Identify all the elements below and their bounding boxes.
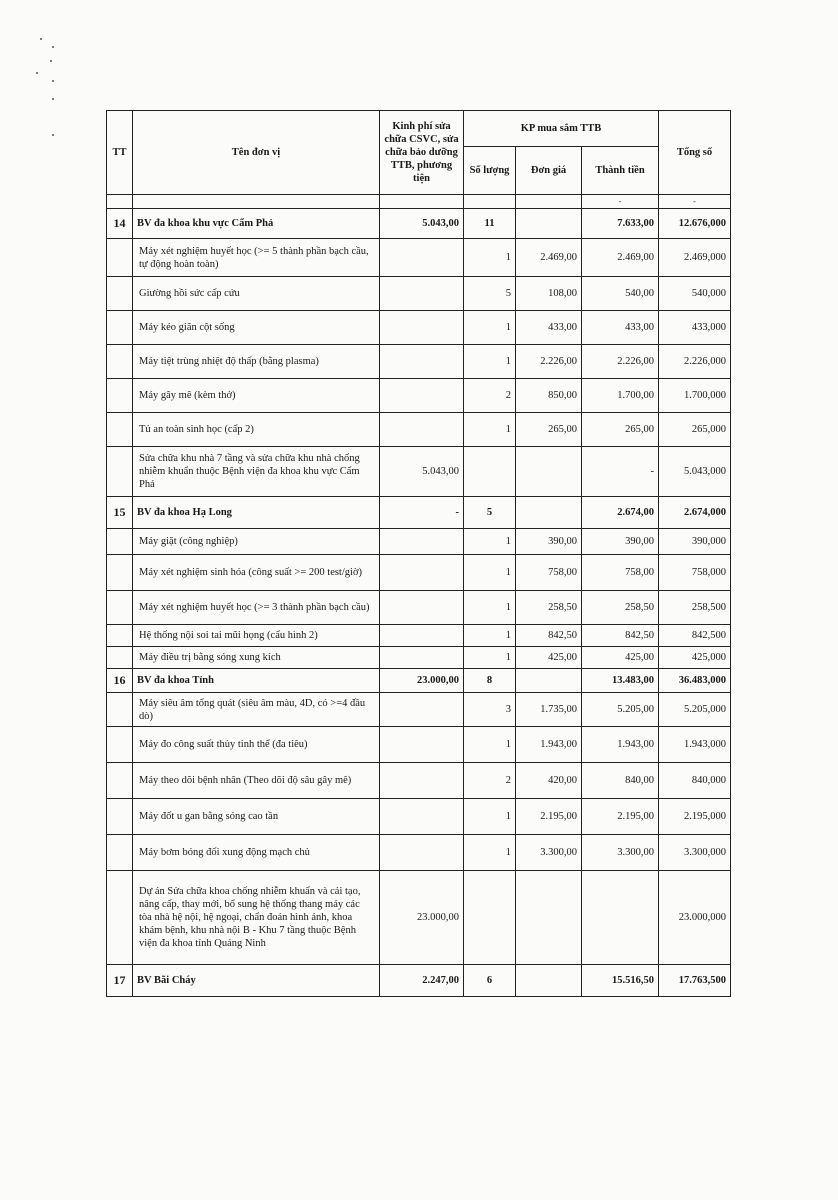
repair-cost-cell xyxy=(380,529,464,555)
amount-cell: 1.700,00 xyxy=(582,379,659,413)
unit-price-cell: 1.735,00 xyxy=(516,693,582,727)
unit-name-cell: Máy xét nghiệm huyết học (>= 5 thành phần bạch cầu, tự động hoàn toàn) xyxy=(133,239,380,277)
header-ten-don-vi: Tên đơn vị xyxy=(133,111,380,195)
total-cell: 425,000 xyxy=(659,647,731,669)
unit-price-cell xyxy=(516,447,582,497)
row-number-cell xyxy=(107,871,133,965)
quantity-cell: 1 xyxy=(464,529,516,555)
quantity-cell: 1 xyxy=(464,727,516,763)
total-cell: 258,500 xyxy=(659,591,731,625)
item-row xyxy=(107,413,731,447)
header-tong-so: Tổng số xyxy=(659,111,731,195)
unit-name-cell: Máy kéo giãn cột sống xyxy=(133,311,380,345)
row-number-cell xyxy=(107,693,133,727)
repair-cost-cell: 5.043,00 xyxy=(380,209,464,239)
budget-table xyxy=(106,110,731,997)
total-cell: 2.195,000 xyxy=(659,799,731,835)
item-row xyxy=(107,727,731,763)
row-number-cell: 14 xyxy=(107,209,133,239)
item-row xyxy=(107,693,731,727)
quantity-cell: 1 xyxy=(464,625,516,647)
scan-speck xyxy=(52,134,54,136)
repair-cost-cell xyxy=(380,277,464,311)
amount-cell: 7.633,00 xyxy=(582,209,659,239)
repair-cost-cell xyxy=(380,763,464,799)
repair-cost-cell xyxy=(380,239,464,277)
total-cell: 2.226,000 xyxy=(659,345,731,379)
row-number-cell: 15 xyxy=(107,497,133,529)
quantity-cell: 1 xyxy=(464,799,516,835)
repair-cost-cell: - xyxy=(380,497,464,529)
unit-name-cell: Máy đốt u gan bằng sóng cao tần xyxy=(133,799,380,835)
amount-cell: 2.674,00 xyxy=(582,497,659,529)
row-number-cell xyxy=(107,835,133,871)
quantity-cell: 5 xyxy=(464,497,516,529)
amount-cell: 390,00 xyxy=(582,529,659,555)
unit-name-cell: Giường hồi sức cấp cứu xyxy=(133,277,380,311)
repair-cost-cell xyxy=(380,413,464,447)
row-number-cell xyxy=(107,413,133,447)
unit-price-cell: 433,00 xyxy=(516,311,582,345)
unit-row xyxy=(107,497,731,529)
row-number-cell xyxy=(107,763,133,799)
quantity-cell: 1 xyxy=(464,555,516,591)
total-cell: 5.043,000 xyxy=(659,447,731,497)
amount-cell: 2.469,00 xyxy=(582,239,659,277)
quantity-cell: 1 xyxy=(464,239,516,277)
repair-cost-cell: 2.247,00 xyxy=(380,965,464,997)
quantity-cell: 1 xyxy=(464,647,516,669)
item-row xyxy=(107,591,731,625)
total-cell: 1.700,000 xyxy=(659,379,731,413)
amount-cell: 1.943,00 xyxy=(582,727,659,763)
item-row xyxy=(107,555,731,591)
repair-cost-cell xyxy=(380,693,464,727)
item-row xyxy=(107,835,731,871)
amount-cell: 5.205,00 xyxy=(582,693,659,727)
unit-price-cell xyxy=(516,497,582,529)
scan-speck xyxy=(50,60,52,62)
unit-name-cell: Tủ an toàn sinh học (cấp 2) xyxy=(133,413,380,447)
table-body xyxy=(107,209,731,997)
row-number-cell xyxy=(107,311,133,345)
quantity-cell: 6 xyxy=(464,965,516,997)
total-cell: 1.943,000 xyxy=(659,727,731,763)
total-cell: 36.483,000 xyxy=(659,669,731,693)
amount-cell: 840,00 xyxy=(582,763,659,799)
quantity-cell: 2 xyxy=(464,379,516,413)
scan-speck xyxy=(40,38,42,40)
unit-price-cell: 3.300,00 xyxy=(516,835,582,871)
item-row xyxy=(107,311,731,345)
unit-name-cell: BV đa khoa Tỉnh xyxy=(133,669,380,693)
quantity-cell: 11 xyxy=(464,209,516,239)
quantity-cell: 1 xyxy=(464,345,516,379)
unit-price-cell: 420,00 xyxy=(516,763,582,799)
row-number-cell xyxy=(107,345,133,379)
quantity-cell: 1 xyxy=(464,835,516,871)
unit-price-cell xyxy=(516,669,582,693)
row-number-cell xyxy=(107,625,133,647)
total-cell: 842,500 xyxy=(659,625,731,647)
unit-name-cell: Máy theo dõi bệnh nhân (Theo dõi độ sâu gây mê) xyxy=(133,763,380,799)
item-row xyxy=(107,871,731,965)
repair-cost-cell xyxy=(380,625,464,647)
header-so-luong: Số lượng xyxy=(464,147,516,195)
quantity-cell: 8 xyxy=(464,669,516,693)
row-number-cell xyxy=(107,277,133,311)
unit-price-cell: 758,00 xyxy=(516,555,582,591)
quantity-cell: 1 xyxy=(464,413,516,447)
amount-cell: 13.483,00 xyxy=(582,669,659,693)
header-don-gia: Đơn giá xyxy=(516,147,582,195)
unit-name-cell: BV đa khoa khu vực Cẩm Phả xyxy=(133,209,380,239)
item-row xyxy=(107,799,731,835)
amount-cell: 425,00 xyxy=(582,647,659,669)
row-number-cell xyxy=(107,647,133,669)
unit-name-cell: Máy bơm bóng đối xung động mạch chủ xyxy=(133,835,380,871)
scan-speck xyxy=(36,72,38,74)
total-cell: 2.469,000 xyxy=(659,239,731,277)
row-number-cell: 16 xyxy=(107,669,133,693)
item-row xyxy=(107,447,731,497)
row-number-cell xyxy=(107,799,133,835)
unit-name-cell: BV đa khoa Hạ Long xyxy=(133,497,380,529)
item-row xyxy=(107,647,731,669)
item-row xyxy=(107,763,731,799)
total-cell: 2.674,000 xyxy=(659,497,731,529)
repair-cost-cell xyxy=(380,555,464,591)
spacer-dash: - xyxy=(659,195,731,209)
total-cell: 23.000,000 xyxy=(659,871,731,965)
quantity-cell xyxy=(464,871,516,965)
quantity-cell: 1 xyxy=(464,311,516,345)
unit-name-cell: Máy xét nghiệm huyết học (>= 3 thành phần bạch cầu) xyxy=(133,591,380,625)
unit-price-cell xyxy=(516,965,582,997)
total-cell: 758,000 xyxy=(659,555,731,591)
amount-cell: 2.195,00 xyxy=(582,799,659,835)
unit-price-cell: 2.226,00 xyxy=(516,345,582,379)
item-row xyxy=(107,239,731,277)
scan-speck xyxy=(52,46,54,48)
row-number-cell xyxy=(107,379,133,413)
unit-price-cell: 265,00 xyxy=(516,413,582,447)
total-cell: 12.676,000 xyxy=(659,209,731,239)
repair-cost-cell xyxy=(380,727,464,763)
item-row xyxy=(107,529,731,555)
total-cell: 433,000 xyxy=(659,311,731,345)
repair-cost-cell xyxy=(380,345,464,379)
unit-price-cell: 2.469,00 xyxy=(516,239,582,277)
unit-price-cell: 2.195,00 xyxy=(516,799,582,835)
repair-cost-cell xyxy=(380,591,464,625)
item-row xyxy=(107,277,731,311)
amount-cell: 758,00 xyxy=(582,555,659,591)
item-row xyxy=(107,379,731,413)
unit-name-cell: Hệ thống nội soi tai mũi họng (cấu hình 2) xyxy=(133,625,380,647)
quantity-cell: 3 xyxy=(464,693,516,727)
amount-cell: 15.516,50 xyxy=(582,965,659,997)
header-tt: TT xyxy=(107,111,133,195)
amount-cell: - xyxy=(582,447,659,497)
amount-cell: 433,00 xyxy=(582,311,659,345)
unit-name-cell: Máy giặt (công nghiệp) xyxy=(133,529,380,555)
amount-cell: 2.226,00 xyxy=(582,345,659,379)
unit-row xyxy=(107,965,731,997)
unit-name-cell: Máy đo công suất thủy tinh thể (đa tiêu) xyxy=(133,727,380,763)
quantity-cell: 5 xyxy=(464,277,516,311)
row-number-cell xyxy=(107,727,133,763)
total-cell: 3.300,000 xyxy=(659,835,731,871)
item-row xyxy=(107,345,731,379)
row-number-cell xyxy=(107,239,133,277)
row-number-cell: 17 xyxy=(107,965,133,997)
amount-cell: 842,50 xyxy=(582,625,659,647)
repair-cost-cell: 23.000,00 xyxy=(380,871,464,965)
unit-name-cell: Sửa chữa khu nhà 7 tầng và sửa chữa khu nhà chống nhiễm khuẩn thuộc Bệnh viện đa khoa khu vực Cẩm Phả xyxy=(133,447,380,497)
unit-price-cell: 1.943,00 xyxy=(516,727,582,763)
row-number-cell xyxy=(107,529,133,555)
unit-price-cell: 108,00 xyxy=(516,277,582,311)
amount-cell: 258,50 xyxy=(582,591,659,625)
unit-row xyxy=(107,669,731,693)
total-cell: 540,000 xyxy=(659,277,731,311)
repair-cost-cell xyxy=(380,647,464,669)
amount-cell xyxy=(582,871,659,965)
quantity-cell: 2 xyxy=(464,763,516,799)
row-number-cell xyxy=(107,447,133,497)
row-number-cell xyxy=(107,591,133,625)
header-kinh-phi: Kinh phí sửa chữa CSVC, sửa chữa bảo dưỡng TTB, phương tiện xyxy=(380,111,464,195)
total-cell: 17.763,500 xyxy=(659,965,731,997)
repair-cost-cell xyxy=(380,311,464,345)
repair-cost-cell xyxy=(380,799,464,835)
unit-name-cell: Máy tiệt trùng nhiệt độ thấp (bằng plasma) xyxy=(133,345,380,379)
quantity-cell xyxy=(464,447,516,497)
unit-name-cell: Máy điều trị bằng sóng xung kích xyxy=(133,647,380,669)
total-cell: 840,000 xyxy=(659,763,731,799)
item-row xyxy=(107,625,731,647)
unit-price-cell: 850,00 xyxy=(516,379,582,413)
total-cell: 390,000 xyxy=(659,529,731,555)
unit-price-cell: 390,00 xyxy=(516,529,582,555)
unit-price-cell: 842,50 xyxy=(516,625,582,647)
unit-price-cell xyxy=(516,871,582,965)
amount-cell: 265,00 xyxy=(582,413,659,447)
unit-price-cell: 425,00 xyxy=(516,647,582,669)
repair-cost-cell xyxy=(380,835,464,871)
unit-price-cell xyxy=(516,209,582,239)
spacer-dash: - xyxy=(582,195,659,209)
repair-cost-cell xyxy=(380,379,464,413)
total-cell: 5.205,000 xyxy=(659,693,731,727)
amount-cell: 3.300,00 xyxy=(582,835,659,871)
unit-name-cell: Máy xét nghiệm sinh hóa (công suất >= 200 test/giờ) xyxy=(133,555,380,591)
total-cell: 265,000 xyxy=(659,413,731,447)
scan-speck xyxy=(52,98,54,100)
unit-price-cell: 258,50 xyxy=(516,591,582,625)
header-thanh-tien: Thành tiền xyxy=(582,147,659,195)
scan-speck xyxy=(52,80,54,82)
repair-cost-cell: 23.000,00 xyxy=(380,669,464,693)
quantity-cell: 1 xyxy=(464,591,516,625)
unit-name-cell: Dự án Sửa chữa khoa chống nhiễm khuẩn và cải tạo, nâng cấp, thay mới, bổ sung hệ thống thang máy các tòa nhà hệ nội, hệ ngoại, chẩn đoán hình ảnh, khoa khám bệnh, khu nhà nội B - Khu 7 tầng thuộc Bệnh viện đa khoa tỉnh Quảng Ninh xyxy=(133,871,380,965)
unit-row xyxy=(107,209,731,239)
row-number-cell xyxy=(107,555,133,591)
header-kp-mua-sam: KP mua sắm TTB xyxy=(464,111,659,147)
unit-name-cell: Máy gây mê (kèm thở) xyxy=(133,379,380,413)
repair-cost-cell: 5.043,00 xyxy=(380,447,464,497)
amount-cell: 540,00 xyxy=(582,277,659,311)
unit-name-cell: Máy siêu âm tổng quát (siêu âm màu, 4D, có >=4 đầu dò) xyxy=(133,693,380,727)
unit-name-cell: BV Bãi Cháy xyxy=(133,965,380,997)
